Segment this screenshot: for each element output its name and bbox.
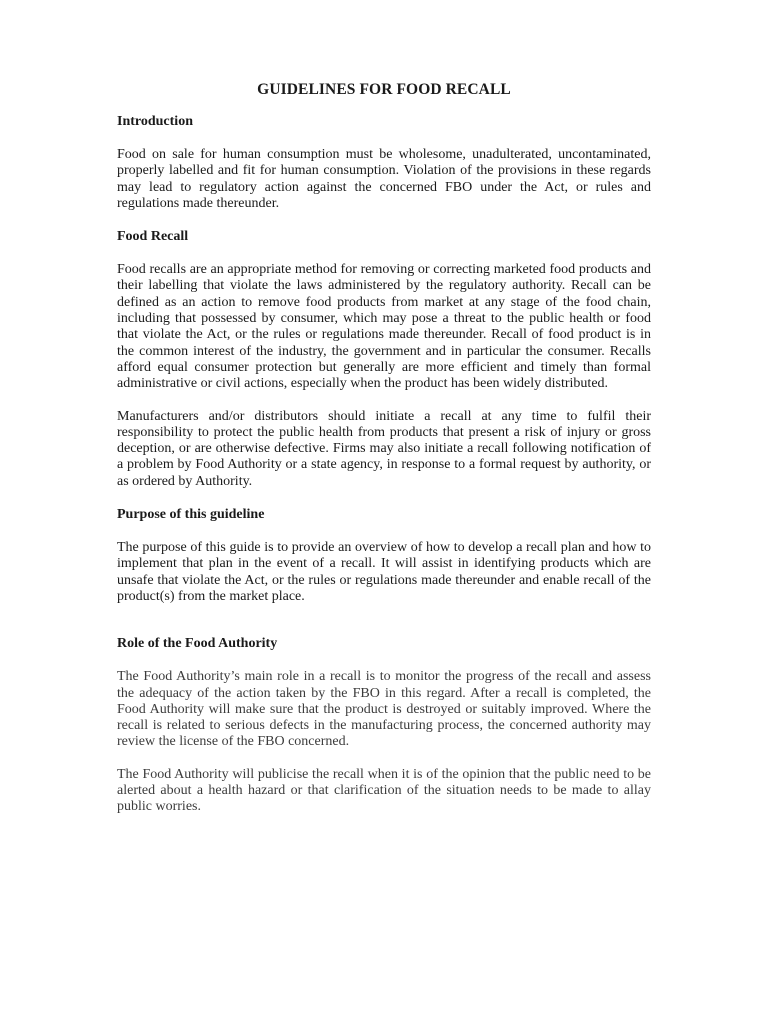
section-heading-purpose: Purpose of this guideline (117, 507, 265, 523)
purpose-paragraph-1: The purpose of this guide is to provide an overview of how to develop a recall plan and how to implement that plan in the event of a recall. It will assist in identifying products which are unsafe that violate the Act, or the rules or regulations made thereunder and enable recall of the product(s) from the market place. (117, 540, 651, 604)
section-purpose (117, 506, 651, 605)
section-heading-food-recall: Food Recall (117, 229, 189, 245)
section-food-recall (117, 228, 651, 490)
section-role-of-food-authority (117, 635, 651, 815)
food-recall-paragraph-2: Manufacturers and/or distributors should initiate a recall at any time to fulfil their responsibility to protect the public health from products that present a risk of injury or gross deception, or are otherwise defective. Firms may also initiate a recall following notification of a problem by Food Authority or a state agency, in response to a formal request by authority, or as ordered by Authority. (117, 408, 651, 489)
role-paragraph-2: The Food Authority will publicise the recall when it is of the opinion that the public need to be alerted about a health hazard or that clarification of the situation needs to be made to allay public worries. (117, 766, 651, 815)
introduction-paragraph-1: Food on sale for human consumption must be wholesome, unadulterated, uncontaminated, properly labelled and fit for human consumption. Violation of the provisions in these regards may lead to regulatory action against the concerned FBO under the Act, or rules and regulations made thereunder. (117, 147, 651, 211)
document-title: GUIDELINES FOR FOOD RECALL (257, 81, 511, 98)
role-paragraph-1: The Food Authority’s main role in a recall is to monitor the progress of the recall and assess the adequacy of the action taken by the FBO in this regard. After a recall is completed, the Food Authority will make sure that the product is destroyed or suitably improved. Where the recall is related to serious defects in the manufacturing process, the concerned authority may review the license of the FBO concerned. (117, 669, 651, 750)
food-recall-paragraph-1: Food recalls are an appropriate method for removing or correcting marketed food products and their labelling that violate the laws administered by the regulatory authority. Recall can be defined as an action to remove food products from market at any stage of the food chain, including that possessed by consumer, which may pose a threat to the public health or food that violate the Act, or the rules or regulations made thereunder. Recall of food product is in the common interest of the industry, the government and in particular the consumer. Recalls afford equal consumer protection but generally are more efficient and timely than formal administrative or civil actions, especially when the product has been widely distributed. (117, 262, 651, 392)
section-heading-introduction: Introduction (117, 114, 193, 129)
section-introduction (117, 113, 651, 212)
section-heading-role-of-food-authority: Role of the Food Authority (117, 636, 278, 652)
